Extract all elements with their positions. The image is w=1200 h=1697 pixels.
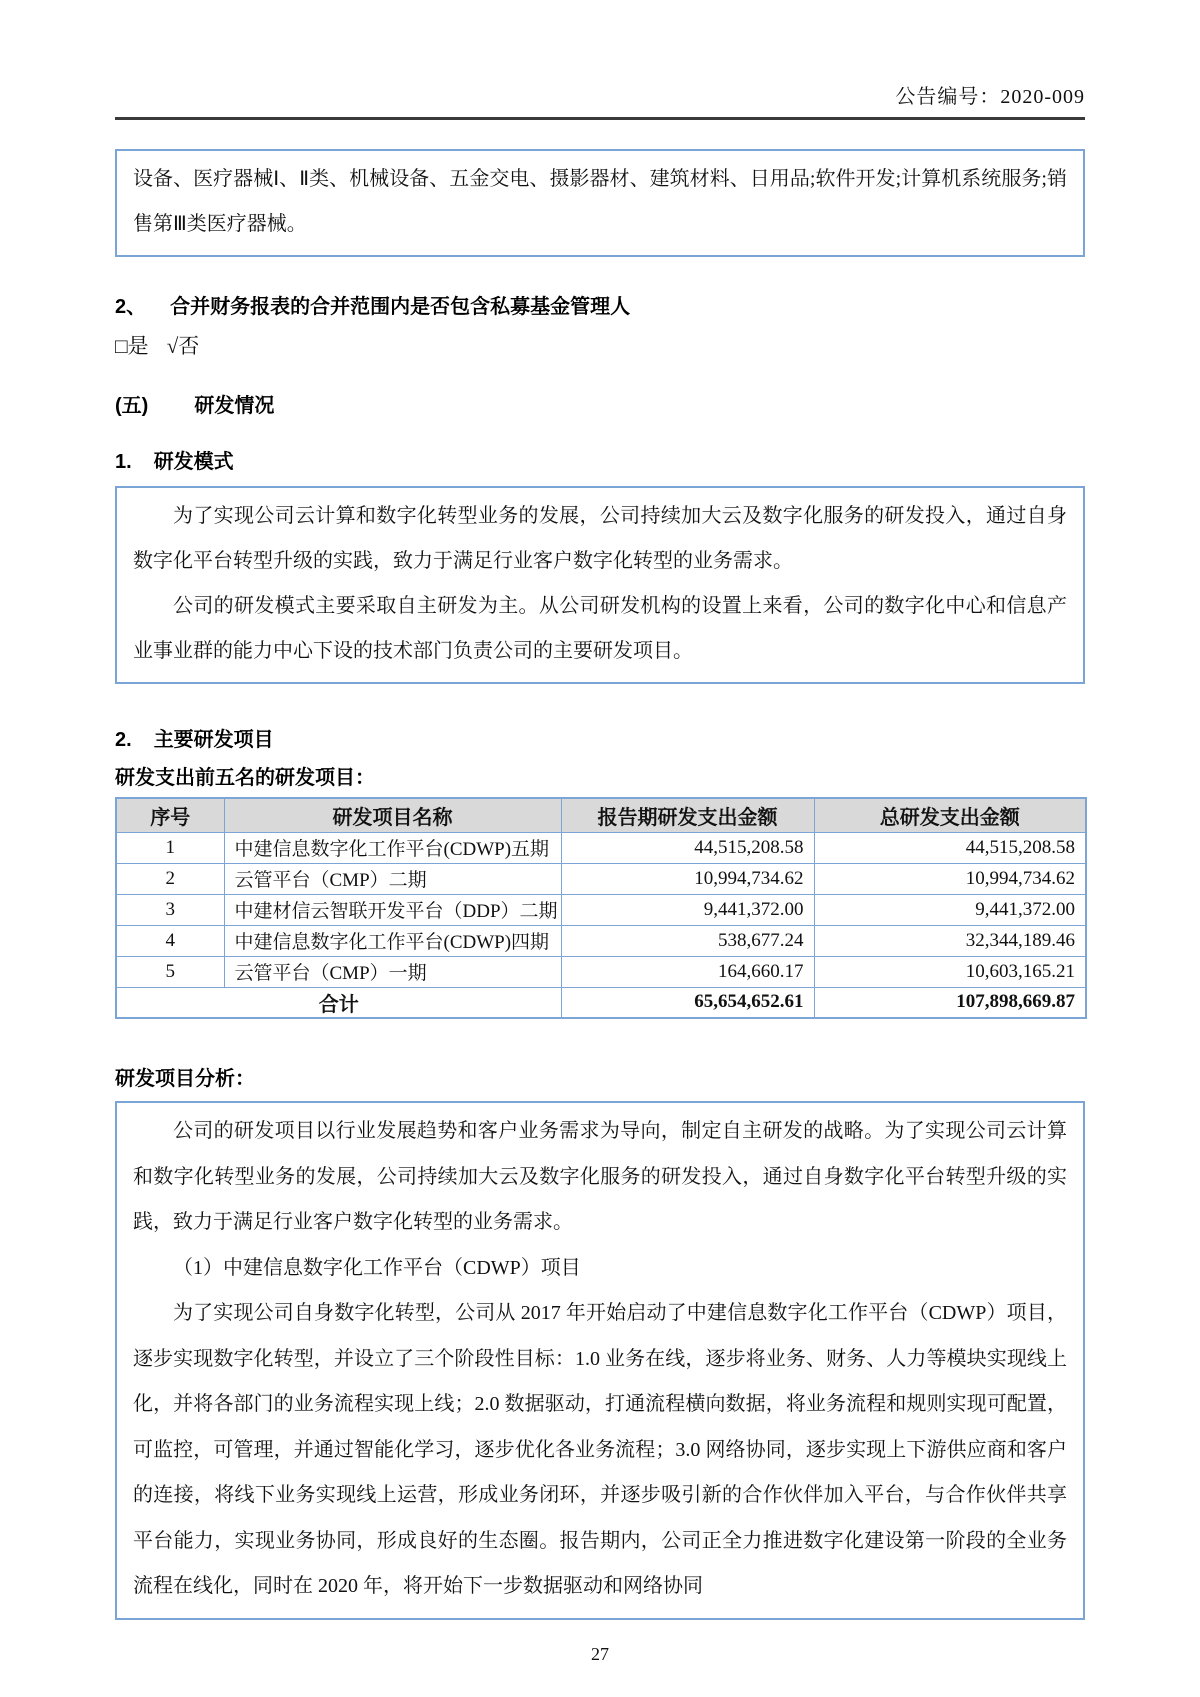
cell-seq: 5 <box>116 956 224 987</box>
page-number: 27 <box>591 1643 609 1664</box>
cell-project-name: 中建信息数字化工作平台(CDWP)四期 <box>224 925 561 956</box>
table-row <box>116 863 1086 894</box>
merge-scope-heading-title: 合并财务报表的合并范围内是否包含私募基金管理人 <box>170 296 631 318</box>
rd-projects-number: 2. <box>115 729 132 751</box>
table-total-row <box>116 987 1086 1018</box>
rd-mode-heading <box>115 445 1085 474</box>
cell-seq: 1 <box>116 832 224 863</box>
cell-total-total-amount: 107,898,669.87 <box>814 987 1086 1018</box>
cell-total-amount: 10,603,165.21 <box>814 956 1086 987</box>
cell-total-amount: 32,344,189.46 <box>814 925 1086 956</box>
rd-analysis-paragraph: 为了实现公司自身数字化转型，公司从 2017 年开始启动了中建信息数字化工作平台（CDWP）项目，逐步实现数字化转型，并设立了三个阶段性目标：1.0 业务在线，逐步将业务、财务、人力等模块实现线上化，并将各部门的业务流程实现上线；2.0 数据驱动，打通流程横向数据，将业务流程和规则实现可配置，可监控，可管理，并通过智能化学习，逐步优化各业务流程；3.0 网络协同，逐步实现上下游供应商和客户的连接，将线下业务实现线上运营，形成业务闭环，并逐步吸引新的合作伙伴加入平台，与合作伙伴共享平台能力，实现业务协同，形成良好的生态圈。报告期内，公司正全力推进数字化建设第一阶段的全业务流程在线化，同时在 2020 年，将开始下一步数据驱动和网络协同 <box>133 1302 1067 1597</box>
rd-mode-paragraph: 为了实现公司云计算和数字化转型业务的发展，公司持续加大云及数字化服务的研发投入，通过自身数字化平台转型升级的实践，致力于满足行业客户数字化转型的业务需求。 <box>133 505 1067 572</box>
rd-projects-heading <box>115 723 1085 752</box>
cell-total-label: 合计 <box>116 987 561 1018</box>
option-yes-checkbox: □是 <box>115 334 149 358</box>
cell-total-amount: 44,515,208.58 <box>814 832 1086 863</box>
table-row <box>116 832 1086 863</box>
rd-projects-title: 主要研发项目 <box>153 729 274 751</box>
cell-total-amount: 9,441,372.00 <box>814 894 1086 925</box>
cell-seq: 2 <box>116 863 224 894</box>
business-scope-text: 设备、医疗器械Ⅰ、Ⅱ类、机械设备、五金交电、摄影器材、建筑材料、日用品;软件开发;计算机系统服务;销售第Ⅲ类医疗器械。 <box>133 168 1067 235</box>
notice-number: 公告编号：2020-009 <box>895 86 1085 108</box>
cell-period-amount: 10,994,734.62 <box>561 863 814 894</box>
rd-mode-title: 研发模式 <box>153 451 234 473</box>
rd-mode-box <box>115 486 1085 684</box>
cell-seq: 3 <box>116 894 224 925</box>
header-rule <box>115 117 1085 120</box>
rd-expense-table <box>115 797 1087 1019</box>
rd-mode-number: 1. <box>115 451 132 473</box>
col-header-name: 研发项目名称 <box>224 798 561 832</box>
rd-analysis-box <box>115 1101 1085 1620</box>
col-header-total-amount: 总研发支出金额 <box>814 798 1086 832</box>
merge-scope-heading-number: 2、 <box>115 296 147 318</box>
merge-scope-heading <box>115 290 1085 319</box>
cell-period-amount: 164,660.17 <box>561 956 814 987</box>
col-header-period-amount: 报告期研发支出金额 <box>561 798 814 832</box>
table-row <box>116 894 1086 925</box>
business-scope-box <box>115 149 1085 257</box>
cell-project-name: 云管平台（CMP）一期 <box>224 956 561 987</box>
rd-analysis-paragraph: （1）中建信息数字化工作平台（CDWP）项目 <box>173 1256 581 1279</box>
merge-scope-options <box>115 330 1085 360</box>
cell-total-amount: 10,994,734.62 <box>814 863 1086 894</box>
rd-mode-paragraph: 公司的研发模式主要采取自主研发为主。从公司研发机构的设置上来看，公司的数字化中心和信息产业事业群的能力中心下设的技术部门负责公司的主要研发项目。 <box>133 595 1067 662</box>
table-row <box>116 925 1086 956</box>
rd-analysis-heading: 研发项目分析： <box>115 1068 255 1090</box>
cell-total-period-amount: 65,654,652.61 <box>561 987 814 1018</box>
section-five-number: (五) <box>115 395 149 417</box>
cell-project-name: 中建信息数字化工作平台(CDWP)五期 <box>224 832 561 863</box>
table-header-row <box>116 798 1086 832</box>
cell-period-amount: 44,515,208.58 <box>561 832 814 863</box>
section-five-heading <box>115 389 1085 418</box>
table-row <box>116 956 1086 987</box>
col-header-seq: 序号 <box>116 798 224 832</box>
rd-table-label: 研发支出前五名的研发项目： <box>115 767 375 789</box>
rd-analysis-paragraph: 公司的研发项目以行业发展趋势和客户业务需求为导向，制定自主研发的战略。为了实现公司云计算和数字化转型业务的发展，公司持续加大云及数字化服务的研发投入，通过自身数字化平台转型升级的实践，致力于满足行业客户数字化转型的业务需求。 <box>133 1120 1067 1233</box>
cell-period-amount: 538,677.24 <box>561 925 814 956</box>
cell-period-amount: 9,441,372.00 <box>561 894 814 925</box>
cell-project-name: 中建材信云智联开发平台（DDP）二期 <box>224 894 561 925</box>
section-five-title: 研发情况 <box>194 395 275 417</box>
cell-seq: 4 <box>116 925 224 956</box>
cell-project-name: 云管平台（CMP）二期 <box>224 863 561 894</box>
option-no-checked: √否 <box>166 334 200 358</box>
